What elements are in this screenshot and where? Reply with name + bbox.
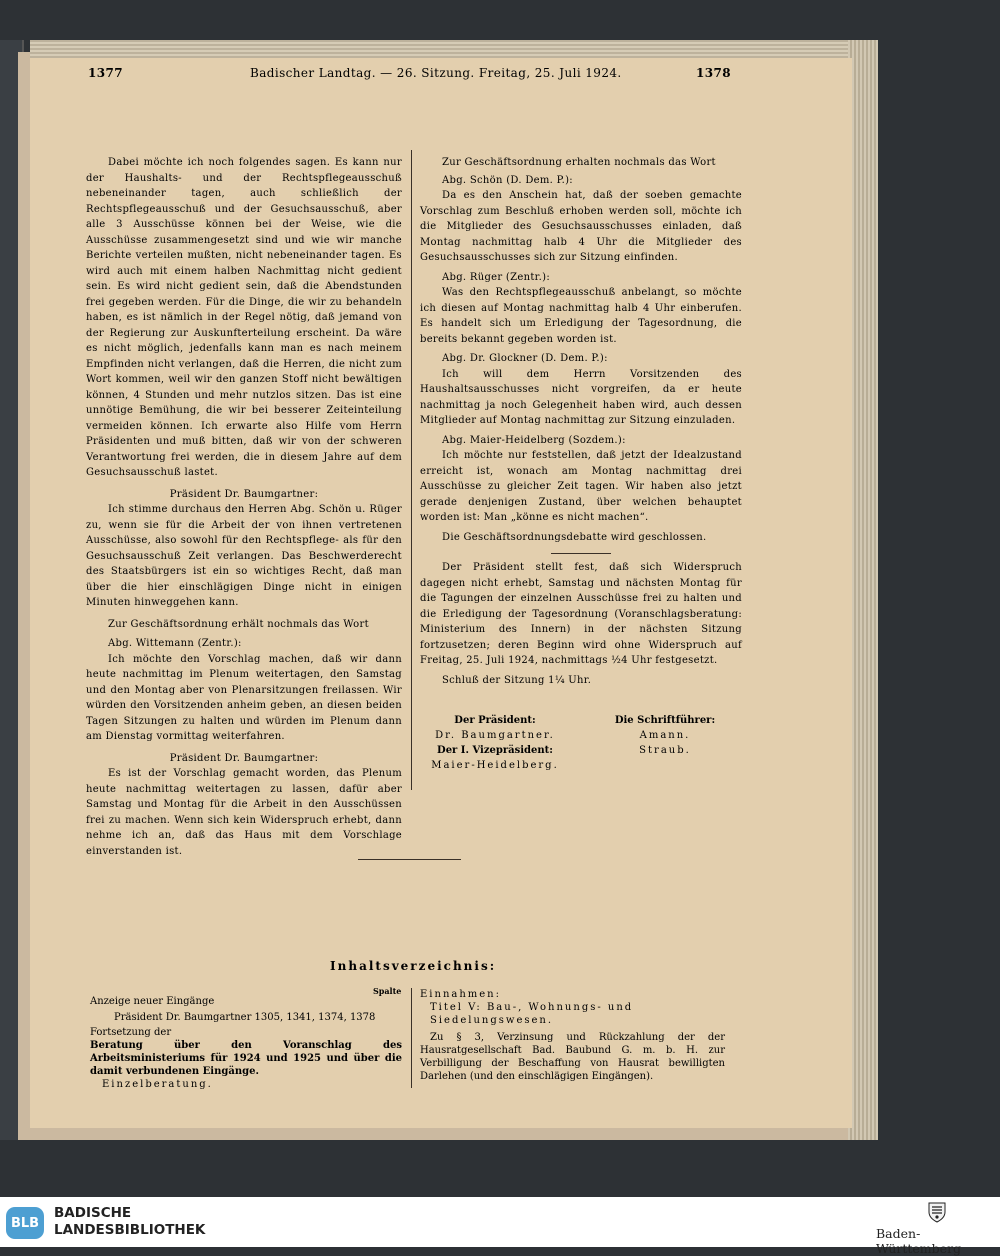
page-number-left: 1377 (88, 66, 123, 80)
page-top-edge (30, 40, 870, 60)
section-rule (358, 859, 461, 860)
paragraph: Dabei möchte ich noch folgendes sagen. Es kann nur der Haushalts- und der Rechtspflegeausschuß nebeneinander tagen, auch schließlich der Rechtspflegeausschuß und der Gesuchsausschuß, aber alle 3 Ausschüsse können bei der Weise, wie die Ausschüsse zusammengesetzt sind und wie wir manche Berichte verteilen mußten, nicht nebeneinander tagen. Es wird auch mit einem halben Nachmittag nicht gedient sein. Es wird nicht gedient sein, daß die Abendstunden frei gegeben werden. Für die Dinge, die wir zu behandeln haben, es ist nämlich in der Regel nötig, daß jemand von der Regierung zur Auskunfterteilung erscheint. Da wäre es nicht möglich, jedenfalls kann man es nach meinem Empfinden nicht verlangen, daß die Herren, die nicht zum Wort kommen, weil wir den ganzen Stoff nicht bewältigen können, 4 Stunden und mehr nutzlos sitzen. Das ist eine unnötige Bemühung, die wir bei besserer Zeiteinteilung vermeiden können. Ich erwarte also Hilfe vom Herrn Präsidenten und muß bitten, daß wir von der schweren Verantwortung frei werden, die in diesem Jahre auf dem Gesuchsausschuß lastet. (86, 157, 402, 478)
signature-name: Amann. (639, 730, 691, 741)
paragraph: Es ist der Vorschlag gemacht worden, das Plenum heute nachmittag weitertagen zu lassen, dafür aber Samstag und Montag für die Arbeit in den Ausschüssen frei zu machen. Wenn sich kein Widerspruch erhebt, dann nehme ich an, daß das Haus mit dem Vorschlage einverstanden ist. (86, 768, 402, 857)
state-label[interactable]: Baden-Württemberg (876, 1226, 962, 1256)
library-name-line2: LANDESBIBLIOTHEK (54, 1222, 206, 1238)
paragraph: Schluß der Sitzung 1¼ Uhr. (442, 674, 592, 686)
paragraph: Ich möchte nur feststellen, daß jetzt der Idealzustand erreicht ist, wonach am Montag nachmittag drei Ausschüsse zu gleicher Zeit tagen. Wir haben also jetzt gerade denjenigen Zustand, über welchen behauptet worden ist: Man „könne es nicht machen“. (420, 450, 742, 523)
running-title: Badischer Landtag. — 26. Sitzung. Freitag, 25. Juli 1924. (250, 66, 622, 80)
signature-title: Der I. Vizepräsident: (437, 745, 553, 756)
separator-rule (551, 553, 611, 554)
page-right-edge (848, 40, 878, 1140)
toc-entry: Zu § 3, Verzinsung und Rückzahlung der der Hausratgesellschaft Bad. Baubund G. m. b. H. zur Verbilligung der Beschaffung von Hausrat bewilligten Darlehen (und den einschlägigen Eingängen). (420, 1032, 725, 1082)
right-column (420, 155, 742, 688)
left-column (86, 155, 402, 859)
library-name[interactable] (54, 1205, 205, 1239)
signature-name: Dr. Baumgartner. (435, 730, 555, 741)
signature-name: Straub. (639, 745, 691, 756)
toc-entry: Titel V: Bau-, Wohnungs- und Siedelungswesen. (430, 1002, 634, 1026)
paragraph: Ich möchte den Vorschlag machen, daß wir dann heute nachmittag im Plenum weitertagen, den Samstag und den Montag aber von Plenarsitzungen freilassen. Wir würden den Vorsitzenden anheim geben, an diesen beiden Tagen Sitzungen zu halten und würden im Plenum dann am Dienstag vormittag weiterfahren. (86, 653, 402, 742)
signature-name: Maier-Heidelberg. (431, 760, 559, 771)
paragraph: Der Präsident stellt fest, daß sich Widerspruch dagegen nicht erhebt, Samstag und nächsten Montag für die Tagungen der einzelnen Ausschüsse frei zu halten und die Erledigung der Tagesordnung (Voranschlagsberatung: Ministerium des Innern) in der nächsten Sitzung fortzusetzen; deren Beginn wird ohne Widerspruch auf Freitag, 25. Juli 1924, nachmittags ½4 Uhr festgesetzt. (420, 562, 742, 666)
speaker-heading: Abg. Wittemann (Zentr.): (108, 638, 242, 649)
toc-left (90, 995, 402, 1091)
speaker-heading: Abg. Maier-Heidelberg (Sozdem.): (442, 434, 626, 446)
library-name-line1: BADISCHE (54, 1205, 132, 1221)
paragraph: Da es den Anschein hat, daß der soeben gemachte Vorschlag zum Beschluß erhoben werden soll, möchte ich die Mitglieder des Gesuchsausschusses einladen, daß Montag nachmittag halb 4 Uhr die Mitglieder des Gesuchsausschusses sich zur Sitzung einfinden. (420, 190, 742, 263)
toc-entry: Präsident Dr. Baumgartner 1305, 1341, 1374, 1378 (114, 1012, 376, 1023)
toc-right (420, 988, 725, 1083)
toc-entry: Anzeige neuer Eingänge (90, 996, 215, 1007)
toc-entry: Einzelberatung. (102, 1079, 213, 1090)
coat-of-arms-icon (926, 1201, 948, 1223)
toc-entry: Einnahmen: (420, 989, 501, 1000)
president-signature (420, 713, 570, 773)
paragraph: Zur Geschäftsordnung erhalten nochmals das Wort (442, 157, 716, 168)
speaker-heading: Präsident Dr. Baumgartner: (169, 488, 319, 500)
speaker-heading: Abg. Rüger (Zentr.): (442, 271, 550, 283)
blb-logo[interactable]: BLB (6, 1207, 44, 1239)
column-divider (411, 150, 412, 790)
footer-bar (0, 1197, 1000, 1256)
toc-entry: Beratung über den Voranschlag des Arbeitsministeriums für 1924 und 1925 und über die damit verbundenen Eingänge. (90, 1040, 402, 1077)
secretaries-signature (600, 713, 730, 758)
paragraph: Was den Rechtspflegeausschuß anbelangt, so möchte ich diesen auf Montag nachmittag halb 4 Uhr einberufen. Es handelt sich um Erledigung der Tagesordnung, die bereits bekannt gegeben worden ist. (420, 287, 742, 345)
signature-title: Der Präsident: (454, 715, 536, 726)
toc-divider (411, 988, 412, 1088)
signature-title: Die Schriftführer: (614, 715, 716, 726)
paragraph: Zur Geschäftsordnung erhält nochmals das Wort (108, 618, 369, 630)
toc-title: Inhaltsverzeichnis: (330, 959, 497, 973)
speaker-heading: Abg. Dr. Glockner (D. Dem. P.): (442, 353, 608, 364)
page-number-right: 1378 (696, 66, 731, 80)
toc-spalte-label: Spalte (373, 986, 402, 996)
speaker-heading: Präsident Dr. Baumgartner: (169, 752, 319, 764)
closing-note: Die Geschäftsordnungsdebatte wird geschlossen. (442, 531, 707, 543)
paragraph: Ich will dem Herrn Vorsitzenden des Haushaltsausschusses nicht vorgreifen, da er heute nachmittag ja noch Gelegenheit haben wird, auch dessen Mitglieder auf Montag nachmittag zur Sitzung einzuladen. (420, 368, 742, 426)
paragraph: Ich stimme durchaus den Herren Abg. Schön u. Rüger zu, wenn sie für die Arbeit der von ihnen vertretenen Ausschüsse, also sowohl für den Rechtspflege- als für den Gesuchsausschuß Zeit verlangen. Das Beschwerderecht des Staatsbürgers ist ein so wichtiges Recht, daß man über die hier einschlägigen Dinge nicht in einigen Minuten hinweggehen kann. (86, 504, 402, 608)
speaker-heading: Abg. Schön (D. Dem. P.): (442, 174, 573, 186)
toc-entry: Fortsetzung der (90, 1027, 172, 1038)
